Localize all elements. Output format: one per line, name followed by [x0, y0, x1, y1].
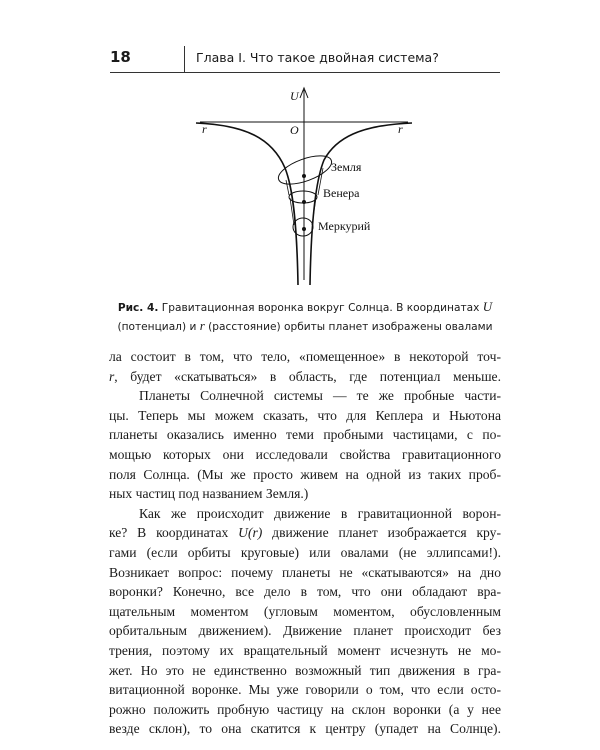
r-axis-label-right: r: [398, 122, 403, 136]
earth-orbit: [275, 150, 335, 190]
figure-caption: [110, 298, 500, 336]
caption-var-r: r: [199, 318, 205, 333]
text-line: Планеты Солнечной системы — те же пробные части-: [139, 388, 501, 404]
text-fragment: , будет «скатываться» в область, где потенциал меньше.: [114, 368, 501, 384]
page-number: 18: [110, 48, 131, 66]
text-line: Возникает вопрос: почему планеты не «скатываются» на дно: [109, 564, 501, 580]
text-line: [109, 367, 501, 387]
caption-label: Рис. 4.: [117, 302, 159, 314]
text-line: везде склон), то она скатится к центру (упадет на Солнце).: [109, 721, 501, 737]
text-fragment: ке? В координатах: [109, 525, 239, 541]
planet-label-mercury: Меркурий: [318, 219, 371, 233]
text-line: рожно положить пробную частицу на склон воронки (а у нее: [109, 701, 501, 717]
text-line: [109, 523, 501, 543]
text-fragment: движение планет изображается кру-: [262, 525, 501, 541]
text-line: цы. Теперь мы можем сказать, что для Кеплера и Ньютона: [109, 407, 501, 423]
text-line: витационной воронке. Мы уже говорили о том, что если осто-: [109, 682, 501, 698]
text-line: гами (если орбиты круговые) или овалами (не эллипсами!).: [109, 544, 501, 560]
caption-text-1: Гравитационная воронка вокруг Солнца. В координатах: [161, 302, 480, 314]
inline-var-ur: U(r): [238, 525, 263, 541]
r-axis-label-left: r: [202, 122, 207, 136]
header-divider: [184, 46, 185, 72]
text-line: трения, поэтому их вращательный момент исчезнуть не мо-: [109, 642, 501, 658]
caption-text-2: (потенциал) и: [117, 321, 197, 333]
text-line: поля Солнца. (Мы же просто живем на одной из таких проб-: [109, 466, 501, 482]
text-line: воронки? Конечно, все дело в том, что они обладают вра-: [109, 584, 501, 600]
venus-dot: [302, 200, 306, 204]
funnel-left-wall: [196, 123, 298, 285]
text-line: щательным моментом (угловым моментом, обусловленным: [109, 603, 501, 619]
caption-var-u: U: [482, 299, 493, 314]
earth-dot: [302, 174, 306, 178]
u-axis-label: U: [290, 89, 299, 103]
origin-label: O: [290, 123, 299, 137]
text-line: ла состоит в том, что тело, «помещенное» в некоторой точ-: [109, 349, 501, 364]
body-text: [109, 347, 501, 739]
funnel-right-wall: [310, 123, 412, 285]
chapter-title: Глава I. Что такое двойная система?: [196, 50, 439, 65]
text-line: мощью которых они исследовали свойства гравитационного: [109, 446, 501, 462]
text-line: ных частиц под названием Земля.): [109, 486, 309, 502]
text-line: орбитальным движением). Движение планет происходит без: [109, 623, 501, 639]
planet-label-venus: Венера: [323, 186, 360, 200]
inline-var-r: r: [109, 368, 115, 384]
mercury-dot: [302, 227, 306, 231]
gravitational-funnel-figure: [0, 80, 600, 295]
caption-text-3: (расстояние) орбиты планет изображены овалами: [208, 321, 493, 333]
text-line: планеты оказались именно теми пробными частицами, с по-: [109, 427, 501, 443]
planet-label-earth: Земля: [331, 160, 362, 174]
running-header: [110, 46, 500, 73]
text-line: Как же происходит движение в гравитационной ворон-: [139, 505, 501, 521]
text-line: жет. Но это не единственно возможный тип движения в гра-: [109, 662, 501, 678]
